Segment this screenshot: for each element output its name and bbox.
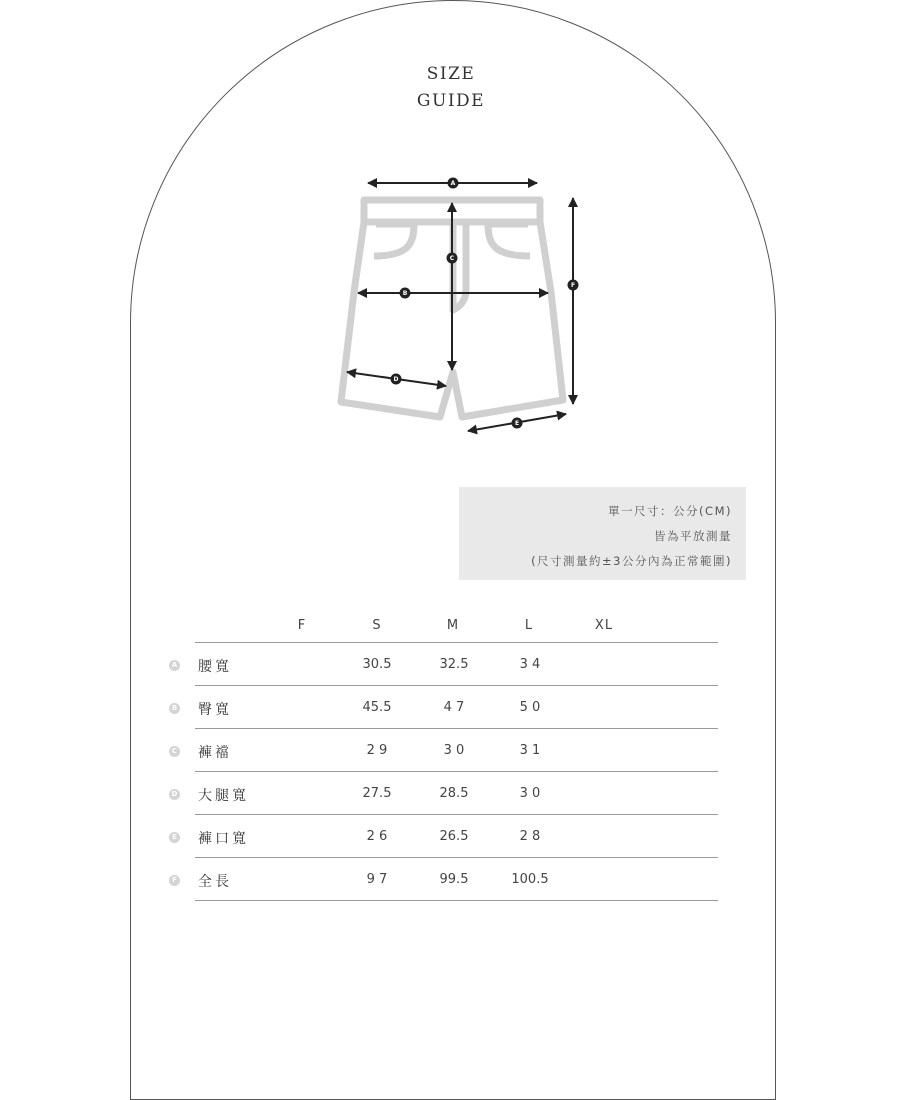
- cell-m: 99.5: [439, 872, 469, 887]
- row-label: 全長: [198, 874, 232, 890]
- cell-s: 30.5: [362, 657, 392, 672]
- cell-s: 2 6: [366, 829, 388, 844]
- badge-c-icon: C: [169, 746, 180, 757]
- cell-m: 32.5: [439, 657, 469, 672]
- note-line-1: 單一尺寸：公分(CM): [608, 504, 732, 518]
- cell-s: 2 9: [366, 743, 388, 758]
- cell-l: 100.5: [511, 872, 549, 887]
- badge-f-icon: F: [169, 875, 180, 886]
- badge-e-icon: E: [169, 832, 180, 843]
- badge-d-icon: D: [169, 789, 180, 800]
- header-m: M: [446, 618, 460, 633]
- cell-l: 3 0: [519, 786, 541, 801]
- header-f: F: [297, 618, 307, 633]
- table-row: [0, 729, 903, 772]
- cell-m: 26.5: [439, 829, 469, 844]
- marker-b-text: B: [402, 290, 408, 297]
- table-row: [0, 686, 903, 729]
- header-xl: XL: [594, 618, 614, 633]
- table-row: [0, 772, 903, 815]
- marker-d-text: D: [393, 376, 399, 383]
- marker-a-text: A: [450, 180, 456, 187]
- cell-l: 3 1: [519, 743, 541, 758]
- header-l: L: [524, 618, 534, 633]
- row-label: 腰寬: [198, 659, 232, 675]
- title-line-1: SIZE: [426, 64, 476, 84]
- table-row: [0, 815, 903, 858]
- cell-l: 5 0: [519, 700, 541, 715]
- badge-a-icon: A: [169, 660, 180, 671]
- row-label: 大腿寬: [198, 788, 249, 804]
- note-line-3: (尺寸測量約±3公分內為正常範圍): [531, 554, 732, 568]
- cell-l: 2 8: [519, 829, 541, 844]
- badge-b-icon: B: [169, 703, 180, 714]
- title-line-2: GUIDE: [416, 91, 486, 111]
- cell-s: 45.5: [362, 700, 392, 715]
- table-row: [0, 643, 903, 686]
- row-label: 臀寬: [198, 702, 232, 718]
- header-s: S: [372, 618, 382, 633]
- note-line-2: 皆為平放測量: [654, 529, 732, 543]
- cell-m: 4 7: [443, 700, 465, 715]
- row-label: 褲口寬: [198, 831, 249, 847]
- cell-l: 3 4: [519, 657, 541, 672]
- cell-s: 27.5: [362, 786, 392, 801]
- cell-m: 3 0: [443, 743, 465, 758]
- marker-e-text: E: [514, 420, 520, 427]
- marker-f-text: F: [570, 282, 576, 289]
- measurement-note: [459, 487, 746, 580]
- marker-c-text: C: [449, 255, 455, 262]
- cell-m: 28.5: [439, 786, 469, 801]
- row-label: 褲襠: [198, 745, 232, 761]
- cell-s: 9 7: [366, 872, 388, 887]
- table-row: [0, 858, 903, 901]
